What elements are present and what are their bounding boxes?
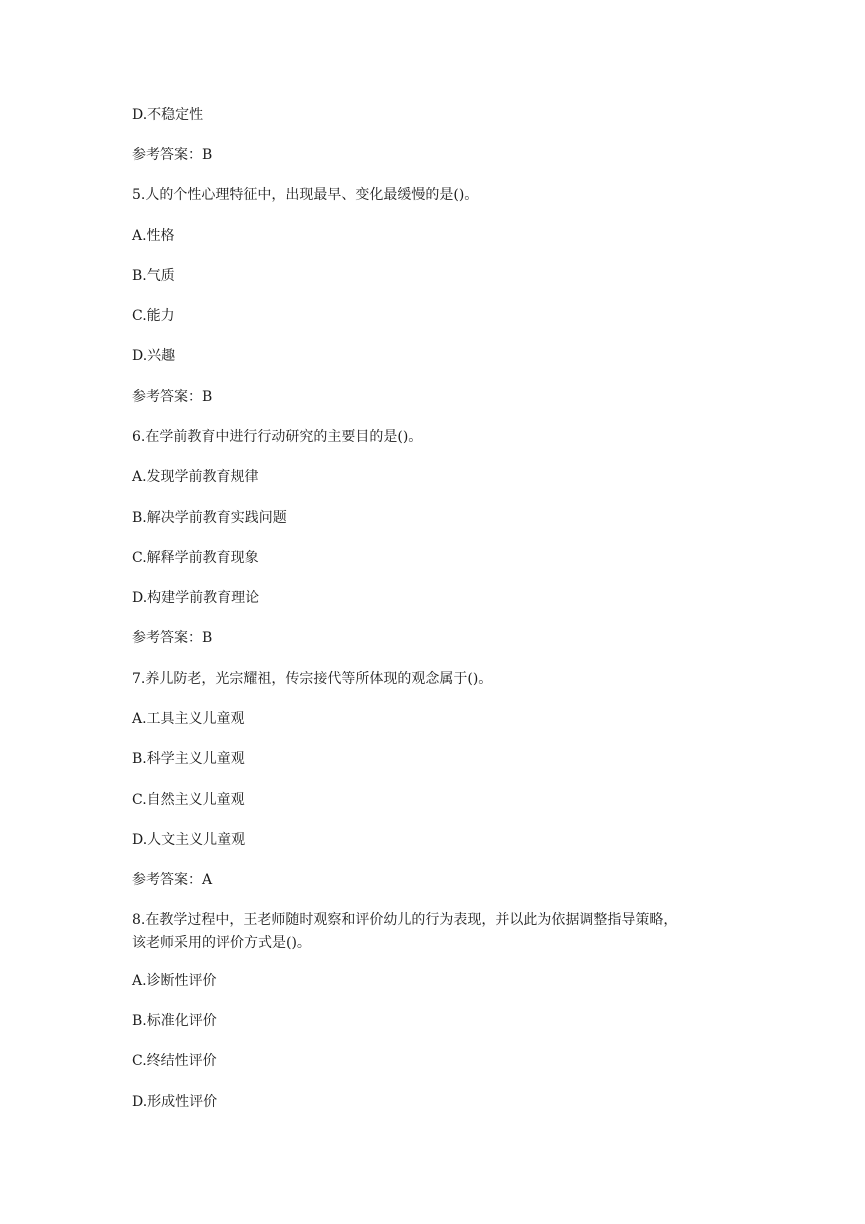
q5-option-a: A.性格 [132,228,175,244]
q7-option-b: B.科学主义儿童观 [132,751,245,767]
q7-question: 7.养儿防老，光宗耀祖，传宗接代等所体现的观念属于()。 [132,671,493,687]
q4-option-d: D.不稳定性 [132,107,204,123]
q8-option-a: A.诊断性评价 [132,973,217,989]
q8-option-c: C.终结性评价 [132,1053,217,1069]
q5-question: 5.人的个性心理特征中，出现最早、变化最缓慢的是()。 [132,187,479,203]
q7-answer: 参考答案：A [132,872,213,888]
q8-question-line-1: 8.在教学过程中，王老师随时观察和评价幼儿的行为表现，并以此为依据调整指导策略， [132,912,678,928]
q8-question-line-2: 该老师采用的评价方式是()。 [132,935,311,951]
q7-option-d: D.人文主义儿童观 [132,832,246,848]
q6-question: 6.在学前教育中进行行动研究的主要目的是()。 [132,429,423,445]
q5-option-d: D.兴趣 [132,348,176,364]
q7-option-c: C.自然主义儿童观 [132,792,245,808]
q7-option-a: A.工具主义儿童观 [132,711,245,727]
q6-option-a: A.发现学前教育规律 [132,469,259,485]
q6-answer: 参考答案：B [132,630,213,646]
q5-answer: 参考答案：B [132,389,213,405]
q8-option-d: D.形成性评价 [132,1094,218,1110]
q6-option-d: D.构建学前教育理论 [132,590,260,606]
q6-option-c: C.解释学前教育现象 [132,550,259,566]
q4-answer: 参考答案：B [132,147,213,163]
q5-option-c: C.能力 [132,308,175,324]
q6-option-b: B.解决学前教育实践问题 [132,510,287,526]
q8-option-b: B.标准化评价 [132,1013,217,1029]
q5-option-b: B.气质 [132,268,175,284]
